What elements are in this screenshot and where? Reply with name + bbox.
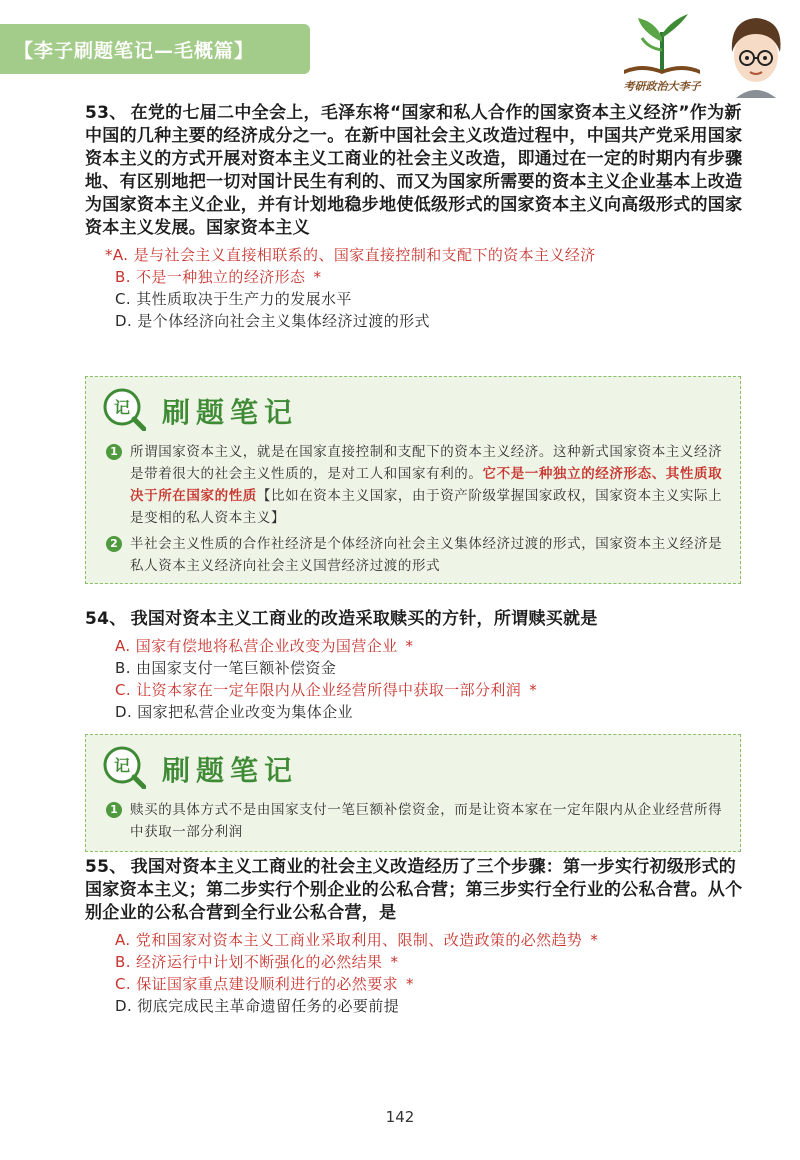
- answer-mark: *: [105, 246, 113, 264]
- study-note-2: [85, 734, 741, 852]
- answer-mark: *: [390, 953, 399, 971]
- option-a: *A. 是与社会主义直接相联系的、国家直接控制和支配下的资本主义经济: [105, 246, 596, 264]
- sprout-book-icon: [602, 12, 722, 78]
- note-item: 2 半社会主义性质的合作社经济是个体经济向社会主义集体经济过渡的形式，国家资本主义经济是私人资本主义经济向社会主义国营经济过渡的形式: [86, 533, 740, 577]
- question-53: [85, 102, 750, 332]
- note-title: 刷题笔记: [162, 754, 299, 787]
- question-stem: [85, 608, 750, 631]
- brand-logo: [602, 12, 792, 98]
- avatar: [722, 12, 790, 98]
- option-b: B. 不是一种独立的经济形态 *: [115, 268, 322, 286]
- question-stem: [85, 102, 750, 240]
- note-item: 1 所谓国家资本主义，就是在国家直接控制和支配下的资本主义经济。这种新式国家资本主义经济是带着很大的社会主义性质的，是对工人和国家有利的。它不是一种独立的经济形态、其性质取决于所在国家的性质【比如在资本主义国家，由于资产阶级掌握国家政权，国家资本主义实际上是变相的私人资本主义】: [86, 441, 740, 529]
- option-d: D. 是个体经济向社会主义集体经济过渡的形式: [115, 312, 430, 330]
- option-a: A. 国家有偿地将私营企业改变为国营企业 *: [115, 637, 414, 655]
- magnifier-note-icon: [102, 745, 146, 789]
- note-title: 刷题笔记: [162, 396, 299, 429]
- question-number: 54、: [85, 609, 127, 629]
- question-text: 我国对资本主义工商业的改造采取赎买的方针，所谓赎买就是: [130, 609, 598, 629]
- answer-mark: *: [405, 637, 414, 655]
- question-number: 55、: [85, 857, 127, 877]
- answer-mark: *: [590, 931, 599, 949]
- option-b: B. 经济运行中计划不断强化的必然结果 *: [115, 953, 399, 971]
- magnifier-note-icon: [102, 387, 146, 431]
- svg-text:记: 记: [113, 756, 131, 775]
- logo-caption: 考研政治大李子: [623, 80, 701, 93]
- number-bullet-icon: 2: [106, 536, 122, 552]
- answer-mark: *: [529, 681, 538, 699]
- number-bullet-icon: 1: [106, 802, 122, 818]
- option-c: C. 保证国家重点建设顺利进行的必然要求 *: [115, 975, 414, 993]
- svg-text:记: 记: [113, 398, 131, 417]
- page-number: 142: [385, 1108, 415, 1126]
- option-c: C. 其性质取决于生产力的发展水平: [115, 290, 352, 308]
- option-d: D. 国家把私营企业改变为集体企业: [115, 703, 353, 721]
- header-title: 【李子刷题笔记—毛概篇】: [14, 40, 255, 62]
- option-c: C. 让资本家在一定年限内从企业经营所得中获取一部分利润 *: [115, 681, 538, 699]
- option-a: A. 党和国家对资本主义工商业采取利用、限制、改造政策的必然趋势 *: [115, 931, 599, 949]
- answer-mark: *: [313, 268, 322, 286]
- number-bullet-icon: 1: [106, 444, 122, 460]
- option-d: D. 彻底完成民主革命遗留任务的必要前提: [115, 997, 400, 1015]
- study-note-1: [85, 376, 741, 584]
- question-text: 在党的七届二中全会上，毛泽东将“国家和私人合作的国家资本主义经济”作为新中国的几种主要的经济成分之一。在新中国社会主义改造过程中，中国共产党采用国家资本主义的方式开展对资本主义工商业的社会主义改造，即通过在一定的时期内有步骤地、有区别地把一切对国计民生有利的、而又为国家所需要的资本主义企业基本上改造为国家资本主义企业，并有计划地稳步地使低级形式的国家资本主义向高级形式的国家资本主义发展。国家资本主义: [85, 103, 743, 238]
- question-text: 我国对资本主义工商业的社会主义改造经历了三个步骤：第一步实行初级形式的国家资本主义；第二步实行个别企业的公私合营；第三步实行全行业的公私合营。从个别企业的公私合营到全行业公私合营，是: [85, 857, 743, 923]
- note-item: 1 赎买的具体方式不是由国家支付一笔巨额补偿资金，而是让资本家在一定年限内从企业经营所得中获取一部分利润: [86, 799, 740, 843]
- question-stem: [85, 856, 750, 925]
- answer-mark: *: [406, 975, 414, 993]
- question-55: [85, 856, 750, 1017]
- question-number: 53、: [85, 103, 127, 123]
- question-54: [85, 608, 750, 723]
- header-banner: [0, 24, 310, 74]
- option-b: B. 由国家支付一笔巨额补偿资金: [115, 659, 337, 677]
- highlight-text: 它不是一种独立的经济形态、其性质取决于所在国家的性质: [130, 466, 723, 504]
